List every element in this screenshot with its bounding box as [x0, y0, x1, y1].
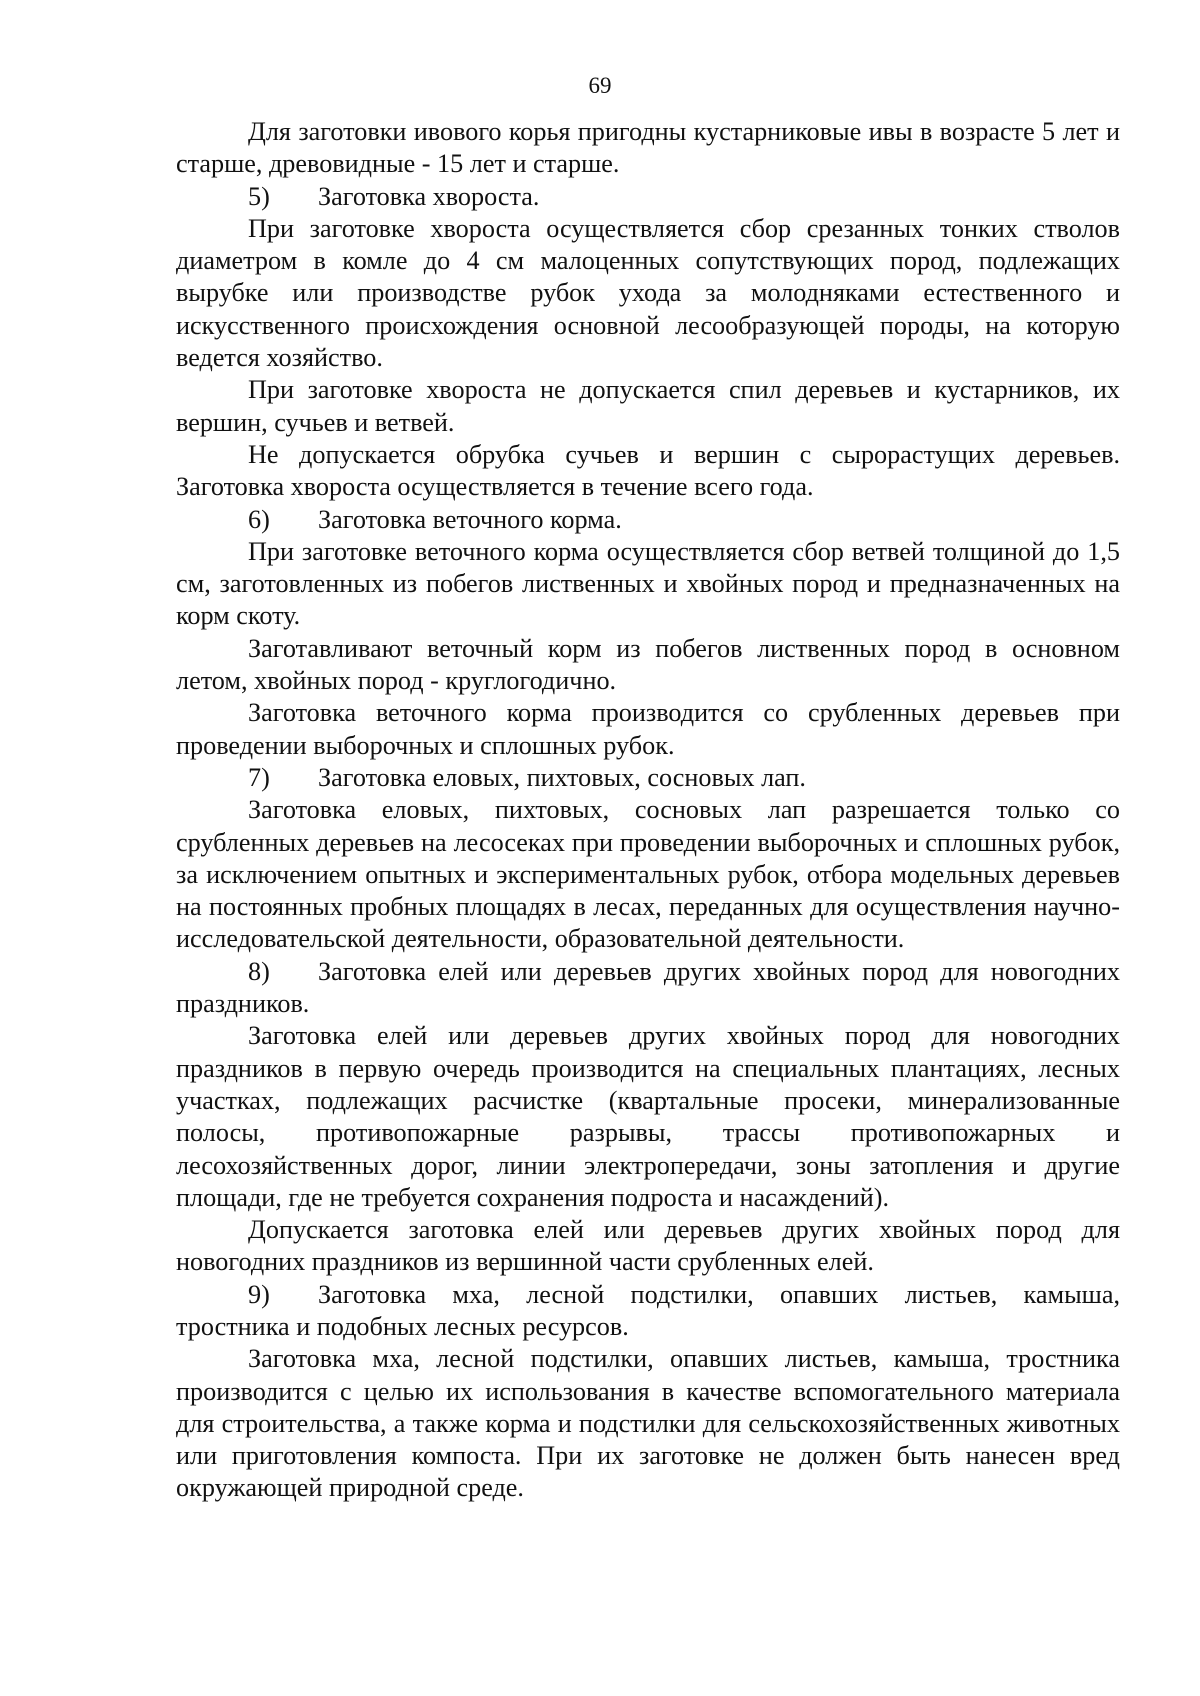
paragraph-willow-bark: Для заготовки ивового корья пригодны кустарниковые ивы в возрасте 5 лет и старше, древовидные - 15 лет и старше. [176, 117, 1120, 179]
section-title: Заготовка мха, лесной подстилки, опавших листьев, камыша, тростника и подобных лесных ресурсов. [176, 1279, 1120, 1341]
section-number: 7) [248, 762, 270, 792]
section-title: Заготовка веточного корма. [318, 504, 622, 534]
section-heading-branch-fodder [176, 504, 1120, 536]
section-number: 6) [248, 504, 270, 534]
paragraph: Заготавливают веточный корм из побегов лиственных пород в основном летом, хвойных пород - круглогодично. [176, 633, 1120, 696]
paragraph: При заготовке веточного корма осуществляется сбор ветвей толщиной до 1,5 см, заготовленных из побегов лиственных и хвойных пород и предназначенных на корм скоту. [176, 536, 1120, 631]
section-heading-brushwood [176, 181, 1120, 213]
paragraph: Не допускается обрубка сучьев и вершин с сырорастущих деревьев. Заготовка хвороста осуществляется в течение всего года. [176, 439, 1120, 502]
paragraph: При заготовке хвороста не допускается спил деревьев и кустарников, их вершин, сучьев и ветвей. [176, 375, 1120, 437]
paragraph: Заготовка веточного корма производится со срубленных деревьев при проведении выборочных и сплошных рубок. [176, 698, 1120, 760]
paragraph: Заготовка мха, лесной подстилки, опавших листьев, камыша, тростника производится с целью их использования в качестве вспомогательного материала для строительства, а также корма и подстилки для сельскохозяйственных животных или приготовления компоста. При их заготовке не должен быть нанесен вред окружающей природной среде. [176, 1344, 1120, 1503]
section-title: Заготовка хвороста. [318, 181, 540, 211]
paragraph: Допускается заготовка елей или деревьев других хвойных пород для новогодних праздников из вершинной части срубленных елей. [176, 1215, 1120, 1277]
section-title: Заготовка еловых, пихтовых, сосновых лап. [318, 762, 806, 792]
document-body [176, 116, 1120, 1505]
paragraph: При заготовке хвороста осуществляется сбор срезанных тонких стволов диаметром в комле до 4 см малоценных сопутствующих пород, подлежащих вырубке или производстве рубок ухода за молодняками естественного и искусственного происхождения основной лесообразующей породы, на которую ведется хозяйство. [176, 213, 1120, 373]
section-number: 9) [248, 1279, 270, 1309]
section-title: Заготовка елей или деревьев других хвойных пород для новогодних праздников. [176, 956, 1120, 1019]
section-heading-moss-litter [176, 1279, 1120, 1344]
section-heading-conifer-boughs [176, 762, 1120, 794]
page-number: 69 [588, 73, 612, 98]
section-heading-new-year-trees [176, 956, 1120, 1021]
section-number: 8) [248, 956, 270, 986]
paragraph: Заготовка елей или деревьев других хвойных пород для новогодних праздников в первую очередь производится на специальных плантациях, лесных участках, подлежащих расчистке (квартальные просеки, минерализованные полосы, противопожарные разрывы, трассы противопожарных и лесохозяйственных дорог, линии электропередачи, зоны затопления и другие площади, где не требуется сохранения подроста и насаждений). [176, 1021, 1120, 1212]
section-number: 5) [248, 181, 270, 211]
paragraph: Заготовка еловых, пихтовых, сосновых лап разрешается только со срубленных деревьев на лесосеках при проведении выборочных и сплошных рубок, за исключением опытных и экспериментальных рубок, отбора модельных деревьев на постоянных пробных площадях в лесах, переданных для осуществления научно-исследовательской деятельности, образовательной деятельности. [176, 795, 1120, 954]
